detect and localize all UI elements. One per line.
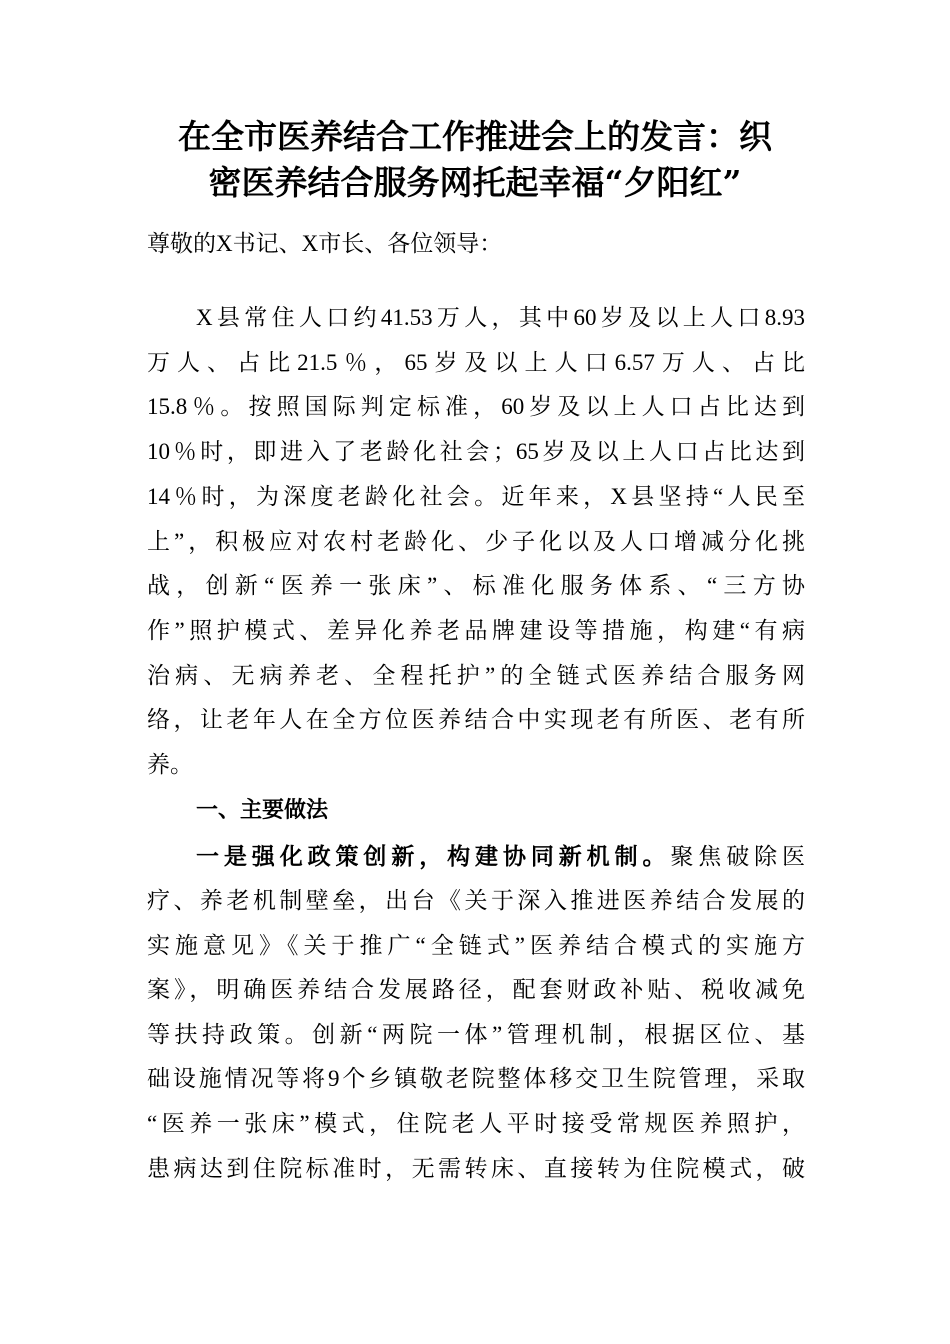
text-line: 上”，积极应对农村老龄化、少子化以及人口增减分化挑 — [147, 528, 805, 554]
text-line: 础设施情况等将9个乡镇敬老院整体移交卫生院管理，采取 — [147, 1066, 805, 1092]
lead-rest: 聚焦破除医 — [670, 844, 806, 869]
document-title-line-1: 在全市医养结合工作推进会上的发言：织 — [178, 117, 772, 156]
text-line: 治病、无病养老、全程托护”的全链式医养结合服务网 — [147, 662, 805, 688]
text-line: 养。 — [147, 752, 193, 777]
salutation: 尊敬的X书记、X市长、各位领导： — [147, 231, 503, 256]
text-line: 作”照护模式、差异化养老品牌建设等措施，构建“有病 — [147, 617, 805, 643]
text-line: 14％时，为深度老龄化社会。近年来，X县坚持“人民至 — [147, 483, 805, 509]
text-line: 战，创新“医养一张床”、标准化服务体系、“三方协 — [147, 573, 805, 599]
paragraph-policy-first-line — [196, 842, 805, 872]
text-line: 等扶持政策。创新“两院一体”管理机制，根据区位、基 — [147, 1021, 805, 1047]
text-line: 患病达到住院标准时，无需转床、直接转为住院模式，破 — [147, 1155, 805, 1181]
text-line: 案》，明确医养结合发展路径，配套财政补贴、税收减免 — [147, 977, 805, 1003]
text-line: X县常住人口约41.53万人，其中60岁及以上人口8.93 — [196, 305, 805, 330]
document-title-line-2: 密医养结合服务网托起幸福“夕阳红” — [208, 163, 742, 202]
bold-lead: 一是强化政策创新，构建协同新机制。 — [196, 844, 671, 869]
text-line: “医养一张床”模式，住院老人平时接受常规医养照护， — [147, 1111, 805, 1136]
text-line: 10％时，即进入了老龄化社会；65岁及以上人口占比达到 — [147, 439, 805, 465]
text-line: 万人、占比21.5％，65岁及以上人口6.57万人、占比 — [147, 349, 805, 375]
section-heading: 一、主要做法 — [196, 798, 329, 823]
text-line: 15.8％。按照国际判定标准，60岁及以上人口占比达到 — [147, 394, 805, 420]
text-line: 实施意见》《关于推广“全链式”医养结合模式的实施方 — [147, 932, 805, 958]
text-line: 络，让老年人在全方位医养结合中实现老有所医、老有所 — [147, 707, 805, 733]
text-line: 疗、养老机制壁垒，出台《关于深入推进医养结合发展的 — [147, 888, 805, 913]
